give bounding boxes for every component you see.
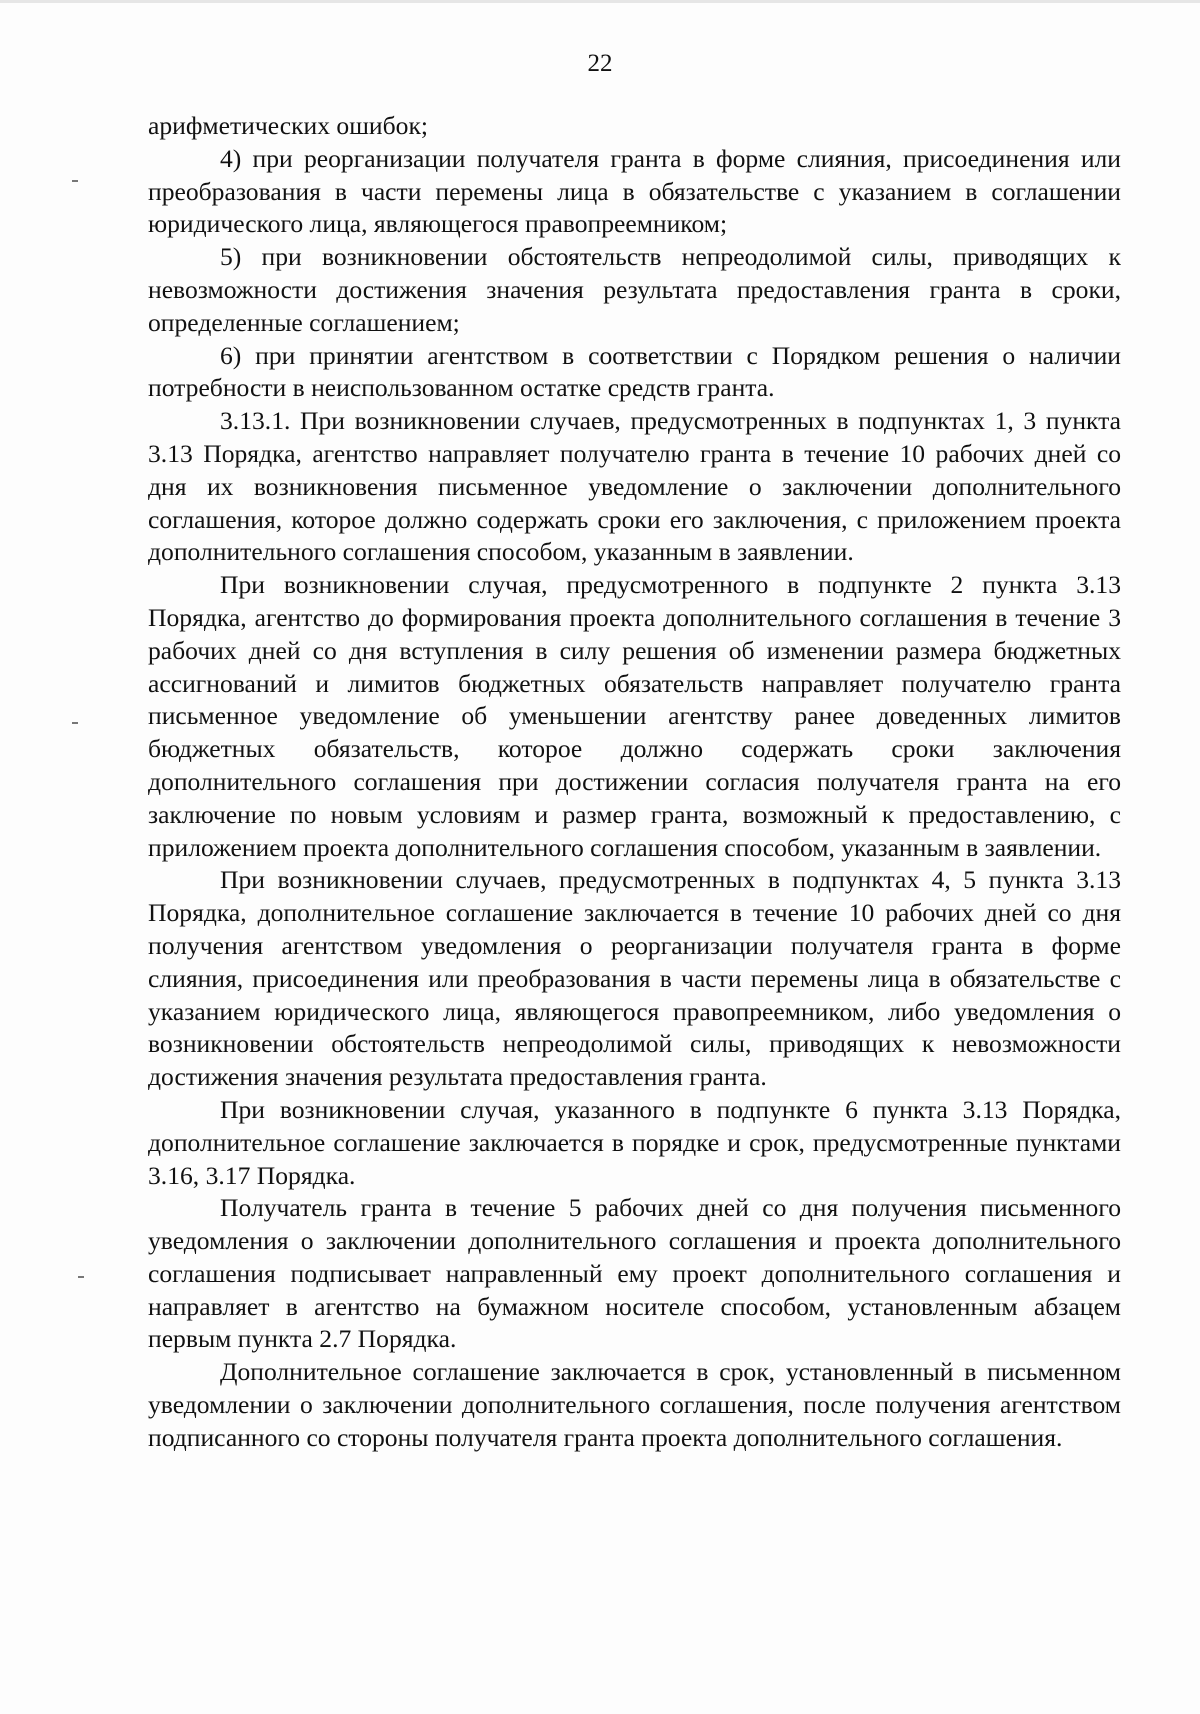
scan-margin-mark bbox=[72, 180, 78, 182]
paragraph-item-4: 4) при реорганизации получателя гранта в форме слияния, присоединения или преобразования в части перемены лица в обязательстве с указанием в соглашении юридического лица, являющегося правопреемником; bbox=[148, 143, 1121, 239]
paragraph-cases-4-5: При возникновении случаев, предусмотренных в подпунктах 4, 5 пункта 3.13 Порядка, дополнительное соглашение заключается в течение 10 рабочих дней со дня получения агентством уведомления о реорганизации получателя гранта в форме слияния, присоединения или преобразования в части перемены лица в обязательстве с указанием юридического лица, являющегося правопреемником, либо уведомления о возникновении обстоятельств непреодолимой силы, приводящих к невозможности достижения значения результата предоставления гранта. bbox=[148, 865, 1121, 1092]
scan-margin-mark bbox=[78, 1276, 84, 1278]
paragraph-recipient-signing: Получатель гранта в течение 5 рабочих дней со дня получения письменного уведомления о заключении дополнительного соглашения и проекта дополнительного соглашения подписывает направленный ему проект дополнительного соглашения и направляет в агентство на бумажном носителе способом, установленным абзацем первым пункта 2.7 Порядка. bbox=[148, 1193, 1121, 1354]
paragraph-continuation: арифметических ошибок; bbox=[148, 111, 428, 140]
paragraph-item-6: 6) при принятии агентством в соответствии с Порядком решения о наличии потребности в неиспользованном остатке средств гранта. bbox=[148, 340, 1121, 403]
paragraph-item-5: 5) при возникновении обстоятельств непреодолимой силы, приводящих к невозможности достижения значения результата предоставления гранта в сроки, определенные соглашением; bbox=[148, 242, 1121, 337]
scan-margin-mark bbox=[72, 722, 78, 724]
paragraph-agreement-conclusion: Дополнительное соглашение заключается в срок, установленный в письменном уведомлении о заключении дополнительного соглашения, после получения агентством подписанного со стороны получателя гранта проекта дополнительного соглашения. bbox=[148, 1357, 1121, 1452]
document-body bbox=[148, 110, 1121, 1455]
paragraph-3-13-1: 3.13.1. При возникновении случаев, предусмотренных в подпунктах 1, 3 пункта 3.13 Порядка, агентство направляет получателю гранта в течение 10 рабочих дней со дня их возникновения письменное уведомление о заключении дополнительного соглашения, которое должно содержать сроки его заключения, с приложением проекта дополнительного соглашения способом, указанным в заявлении. bbox=[148, 406, 1121, 567]
paragraph-case-2: При возникновении случая, предусмотренного в подпункте 2 пункта 3.13 Порядка, агентство до формирования проекта дополнительного соглашения в течение 3 рабочих дней со дня вступления в силу решения об изменении размера бюджетных ассигнований и лимитов бюджетных обязательств направляет получателю гранта письменное уведомление об уменьшении агентству ранее доведенных лимитов бюджетных обязательств, которое должно содержать сроки заключения дополнительного соглашения при достижении согласия получателя гранта на его заключение по новым условиям и размер гранта, возможный к предоставлению, с приложением проекта дополнительного соглашения способом, указанным в заявлении. bbox=[148, 570, 1121, 862]
scan-top-edge bbox=[0, 0, 1200, 3]
page-number: 22 bbox=[587, 50, 613, 77]
paragraph-case-6: При возникновении случая, указанного в подпункте 6 пункта 3.13 Порядка, дополнительное соглашение заключается в порядке и срок, предусмотренные пунктами 3.16, 3.17 Порядка. bbox=[148, 1094, 1121, 1190]
